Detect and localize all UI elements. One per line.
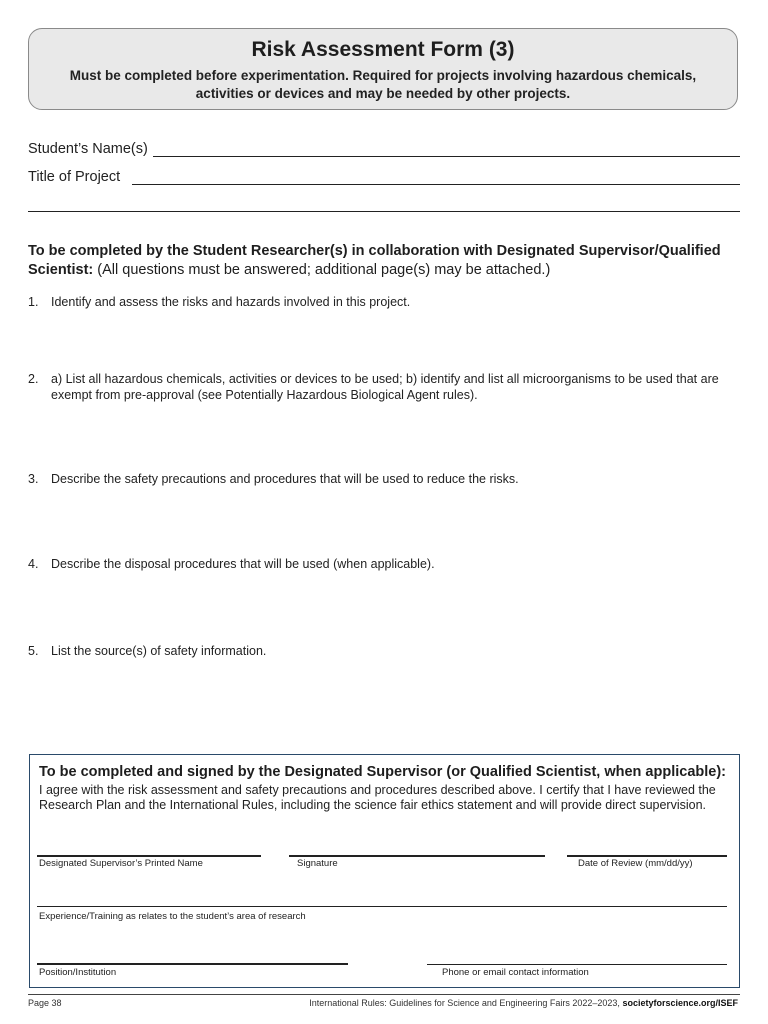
project-title-field-continued[interactable] <box>28 211 740 212</box>
question-text: Describe the safety precautions and procedures that will be used to reduce the risks. <box>51 472 519 486</box>
footer-source <box>309 998 738 1008</box>
question-4 <box>28 556 740 572</box>
question-number: 1. <box>28 295 39 309</box>
question-number: 2. <box>28 372 39 386</box>
question-1 <box>28 294 740 310</box>
contact-field[interactable] <box>427 964 727 965</box>
student-section-heading <box>28 242 740 280</box>
question-text: List the source(s) of safety information. <box>51 644 267 658</box>
printed-name-field[interactable] <box>37 855 261 857</box>
signature-label: Signature <box>297 858 338 869</box>
supervisor-section <box>29 754 740 988</box>
student-name-field[interactable] <box>153 156 740 157</box>
supervisor-section-title: To be completed and signed by the Designated Supervisor (or Qualified Scientist, when applicable): <box>39 764 726 780</box>
position-label: Position/Institution <box>39 967 117 978</box>
printed-name-label: Designated Supervisor’s Printed Name <box>39 858 203 869</box>
student-section-heading-note: (All questions must be answered; additional page(s) may be attached.) <box>97 262 551 278</box>
question-5 <box>28 643 740 659</box>
review-date-field[interactable] <box>567 855 727 857</box>
footer-divider <box>28 994 740 995</box>
form-header <box>28 28 738 110</box>
footer-source-text: International Rules: Guidelines for Science and Engineering Fairs 2022–2023, <box>309 998 620 1008</box>
supervisor-statement: I agree with the risk assessment and safety precautions and procedures described above. I certify that I have reviewed the Research Plan and the International Rules, including the science fair ethics statement and will provide direct supervision. <box>39 783 716 812</box>
review-date-label: Date of Review (mm/dd/yy) <box>578 858 693 869</box>
footer-site-link[interactable]: societyforscience.org/ISEF <box>622 998 738 1008</box>
question-3 <box>28 471 740 487</box>
experience-label: Experience/Training as relates to the student’s area of research <box>39 911 306 922</box>
form-subtitle: Must be completed before experimentation. Required for projects involving hazardous chemicals, activities or devices and may be needed by other projects. <box>69 68 697 101</box>
question-text: Describe the disposal procedures that will be used (when applicable). <box>51 557 435 571</box>
project-title-label: Title of Project <box>28 169 121 185</box>
form-title: Risk Assessment Form (3) <box>251 38 515 61</box>
question-text: a) List all hazardous chemicals, activities or devices to be used; b) identify and list all microorganisms to be used that are exempt from pre-approval (see Potentially Hazardous Biological Agent rules). <box>51 372 719 402</box>
question-2 <box>28 371 740 403</box>
contact-label: Phone or email contact information <box>442 967 589 978</box>
question-number: 5. <box>28 644 39 658</box>
position-field[interactable] <box>37 963 348 965</box>
experience-field[interactable] <box>37 906 727 907</box>
question-number: 4. <box>28 557 39 571</box>
student-name-label: Student’s Name(s) <box>28 141 148 157</box>
signature-field[interactable] <box>289 855 545 857</box>
question-number: 3. <box>28 472 39 486</box>
project-title-field[interactable] <box>132 184 740 185</box>
page-number: Page 38 <box>28 998 62 1008</box>
student-section-heading-bold: To be completed by the Student Researcher(s) in collaboration with Designated Supervisor/Qualified Scientist: <box>28 243 721 278</box>
question-text: Identify and assess the risks and hazards involved in this project. <box>51 295 411 309</box>
